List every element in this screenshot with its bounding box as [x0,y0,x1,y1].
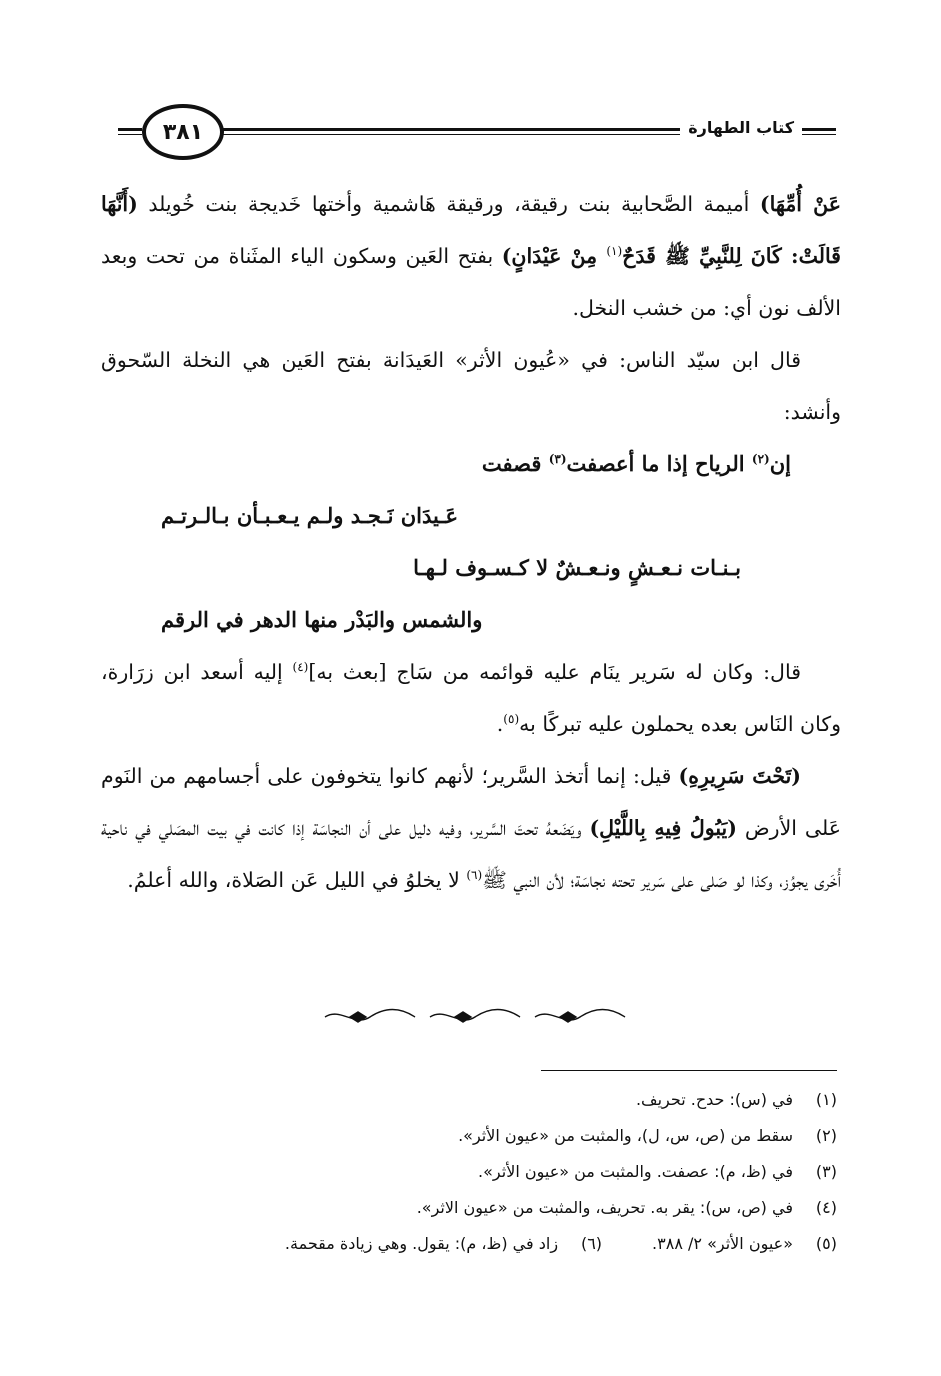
footnote-separator [541,1070,837,1071]
footnote-ref: (٢) [751,452,770,466]
footnote-ref: (٦) [466,868,483,883]
footnote-text: في (ص، س): يقر به. تحريف، والمثبت من «عيون الاثر». [416,1198,793,1217]
poem [101,438,841,646]
footnote-2 [107,1118,837,1154]
footnote-1 [107,1082,837,1118]
hadith-quote: (يَبُولُ فِيهِ بِاللَّيْلِ) [589,816,737,840]
commentary-text: لا يخلوُ في الليل عَن الصَلاة، والله أعلمُ. [127,868,467,892]
main-text [101,178,841,906]
paragraph-2: قال ابن سيّد الناس: في «عُيون الأثر» العَيدَانة بفتح العَين هي النخلة السّحوق وأنشد: [101,348,841,424]
page-number: ٣٨١ [142,104,224,160]
footnote-text: زاد في (ظ، م): يقول. وهي زيادة مقحمة. [284,1234,559,1253]
footnote-number: (٢) [815,1126,837,1145]
poem-text: إن [769,451,791,476]
footnote-number: (٣) [815,1162,837,1181]
footnote-number: (٤) [815,1198,837,1217]
footnote-4 [107,1190,837,1226]
poem-text: قصفت [481,451,549,476]
hadith-quote: عَنْ أُمِّهَا) [759,192,841,216]
commentary-text: بفتح العَين وسكون الياء المثَناة من تحت وبعد الألف نون أي: من خشب النخل. [101,244,841,320]
footnote-3 [107,1154,837,1190]
header-rule-left [118,128,142,131]
commentary-text: أميمة الصَّحابية بنت رقيقة، ورقيقة هَاشمية وأختها خَديجة بنت خُويلد [137,192,760,216]
poem-text: الرياح إذا ما أعصفت [566,451,752,476]
poem-line-3: بـنـات نـعـشٍ ونـعـشٌ لا كـسـوف لـهـا [413,555,741,580]
commentary-text: ويَضَعهُ تحتَ السَّرير، وفيه دليل على أن النجاسَة إذا كانت في بيت المصَلي في ناحية أُخَرى يجوُز، وكذا لو صَلى على سَرير تحته نجاسَة؛ لأن النبي ﷺ [101,816,841,892]
footnote-ref: (٤) [292,660,309,675]
footnote-ref: (١) [606,244,623,259]
footnote-text: «عيون الأثر» ٢/ ٣٨٨. [652,1234,793,1253]
header-rule-left-thin [118,134,142,135]
hadith-quote: (أَنَّهَا قَالَتْ: كَانَ لِلنَّبِيِّ ﷺ قَدَحٌ [101,192,841,268]
poem-line-4: والشمس والبَدْر منها الدهر في الرقم [161,607,483,632]
footnotes [107,1082,837,1262]
book-title: كتاب الطهارة [680,118,802,137]
footnote-ref: (٥) [503,712,520,727]
paragraph-3 [101,646,841,750]
footnote-text: في (س): حدح. تحريف. [635,1090,793,1109]
footnote-text: سقط من (ص، س، ل)، والمثبت من «عيون الأثر». [458,1126,793,1145]
paragraph-4 [101,750,841,906]
footnote-number: (١) [815,1090,837,1109]
ornament-divider [320,1002,630,1032]
commentary-text: قيل: إنما أتخذ السَّرير؛ لأنهم كانوا يتخوفون على أجسامهم من النَوم عَلى الأرض [101,764,841,840]
page-header [118,98,836,168]
commentary-text: قال: وكان له سَرير ينَام عليه قوائمه من سَاج [بعث به] [308,660,801,684]
footnote-5-6 [107,1226,837,1262]
footnote-text: في (ظ، م): عصفت. والمثبت من «عيون الأثر». [478,1162,793,1181]
hadith-quote: (تَحْتَ سَرِيرِهِ) [678,764,801,788]
footnote-number: (٥) [815,1234,837,1253]
poem-line-2: عَـيدَان نَـجـد ولـم يـعـبـأن بـالـرتـم [161,503,459,528]
commentary-text: إليه أسعد ابن زرَارة، وكان النَاس بعده يحملون عليه تبركًا به [101,660,841,736]
hadith-quote: مِنْ عَيْدَانٍ) [501,244,607,268]
footnote-number: (٦) [580,1234,603,1253]
footnote-ref: (٣) [548,452,567,466]
poem-line-1 [101,438,841,490]
commentary-text: . [496,712,504,736]
paragraph-1 [101,178,841,334]
